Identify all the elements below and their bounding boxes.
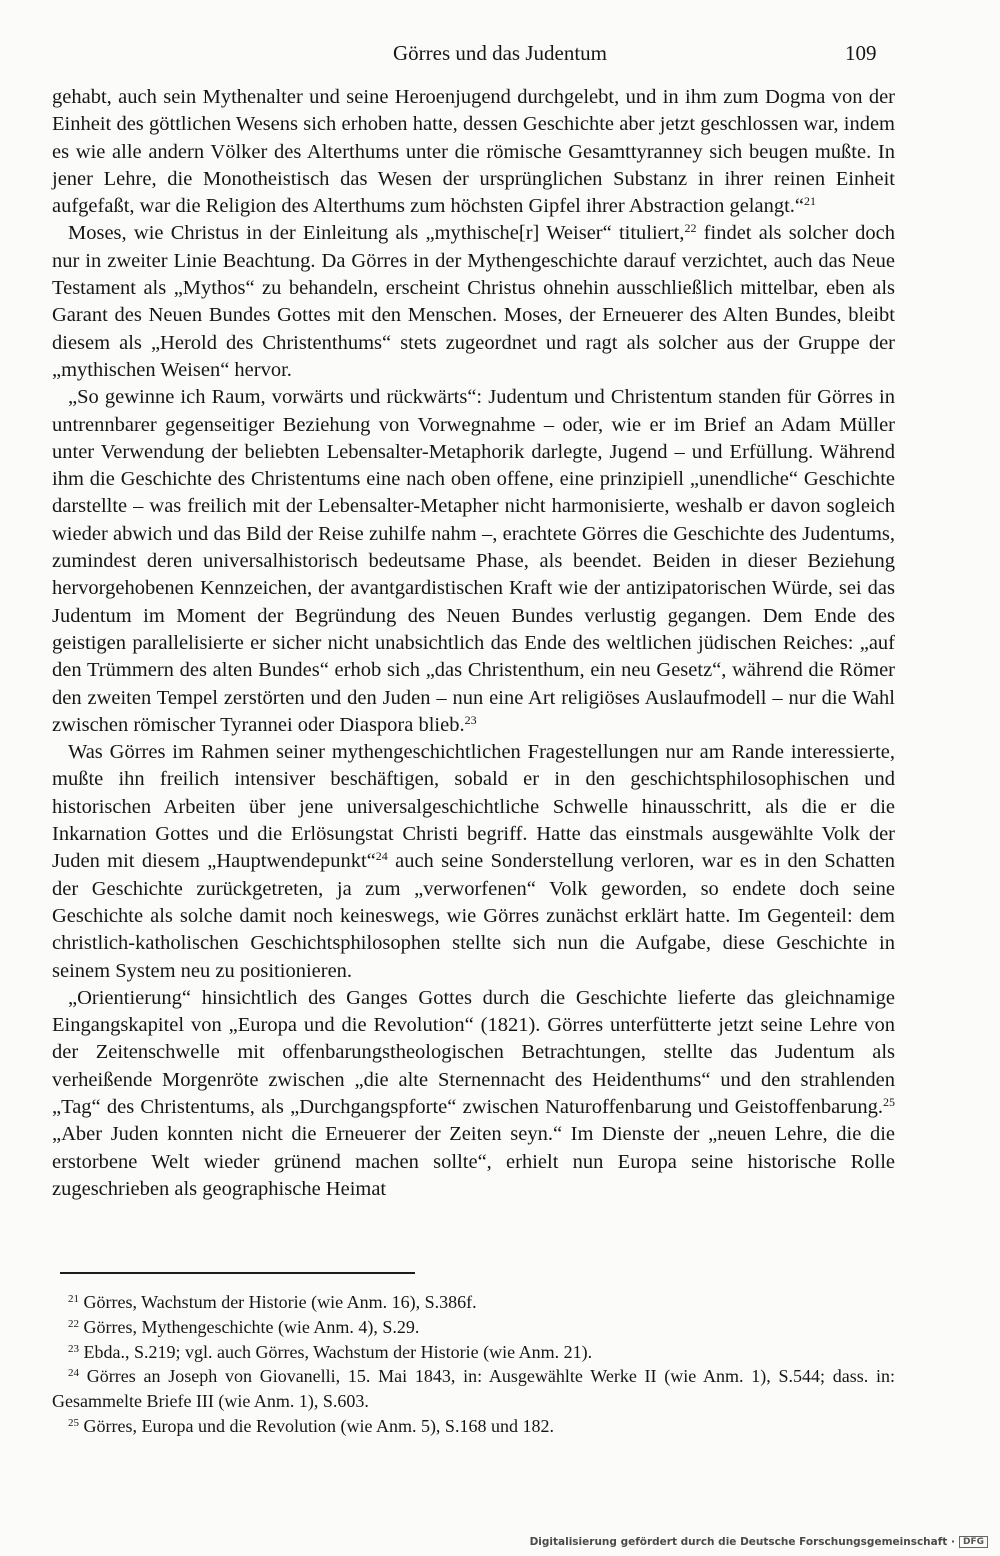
paragraph-3 bbox=[52, 384, 895, 739]
paragraph-text: gehabt, auch sein Mythenalter und seine Heroenjugend durchgelebt, und in ihm zum Dogma von der Einheit des göttlichen Wesens sich erhoben hatte, dessen Geschichte aber jetzt geschlossen war, indem es wie alle andern Völker des Alterthums unter die römische Gesamttyranney sich beugen mußte. In jener Lehre, die Monotheistisch das Wesen der ursprünglichen Substanz in ihrer reinen Einheit aufgefaßt, war die Religion des Alterthums zum höchsten Gipfel ihrer Abstraction gelangt.“ bbox=[52, 86, 895, 218]
paragraph-text: „Orientierung“ hinsichtlich des Ganges Gottes durch die Geschichte lieferte das gleichnamige Eingangskapitel von „Europa und die Revolution“ (1821). Görres unterfütterte jetzt seine Lehre von der Zeitenschwelle mit offenbarungstheologischen Betrachtungen, stellte das Judentum als verheißende Morgenröte zwischen „die alte Sternennacht des Heidenthums“ und den strahlenden „Tag“ des Christentums, als „Durchgangspforte“ zwischen Naturoffenbarung und Geistoffenbarung. bbox=[52, 986, 895, 1118]
footnote-23 bbox=[52, 1340, 895, 1365]
footnote-number: 24 bbox=[68, 1367, 79, 1380]
paragraph-text: „Aber Juden konnten nicht die Erneuerer der Zeiten seyn.“ Im Dienste der „neuen Lehre, die die erstorbene Welt wieder grünend machen sollte“, erhielt nun Europa seine historische Rolle zugeschrieben als geographische Heimat bbox=[52, 1123, 895, 1200]
body-text bbox=[52, 84, 895, 1203]
paragraph-4 bbox=[52, 739, 895, 985]
footnote-divider bbox=[60, 1272, 415, 1274]
footnote-22 bbox=[52, 1315, 895, 1340]
footnote-number: 21 bbox=[68, 1293, 79, 1305]
footnote-24 bbox=[52, 1364, 895, 1414]
footnote-text: Ebda., S.219; vgl. auch Görres, Wachstum der Historie (wie Anm. 21). bbox=[79, 1341, 593, 1362]
footnote-text: Görres, Mythengeschichte (wie Anm. 4), S.29. bbox=[79, 1316, 420, 1337]
paragraph-1 bbox=[52, 84, 895, 220]
footnote-number: 25 bbox=[68, 1416, 79, 1429]
footnotes bbox=[52, 1290, 895, 1439]
footnote-21 bbox=[52, 1290, 895, 1315]
footnote-ref-21: 21 bbox=[804, 194, 817, 209]
footnote-text: Görres, Europa und die Revolution (wie Anm. 5), S.168 und 182. bbox=[79, 1415, 554, 1436]
paragraph-text: findet als solcher doch nur in zweiter Linie Beachtung. Da Görres in der Mythengeschichte darauf verzichtet, auch das Neue Testament als „Mythos“ zu behandeln, erscheint Christus ohnehin ausschließlich mittelbar, eben als Garant des Neuen Bundes Gottes mit den Menschen. Moses, der Erneuerer des Alten Bundes, bleibt diesem als „Herold des Christenthums“ stets zugeordnet und ragt als solcher aus der Gruppe der „mythischen Weisen“ hervor. bbox=[52, 222, 895, 381]
footnote-ref-22: 22 bbox=[684, 221, 697, 236]
paragraph-text: „So gewinne ich Raum, vorwärts und rückwärts“: Judentum und Christentum standen für Görres in untrennbarer gegenseitiger Beziehung von Vorwegnahme – oder, wie er im Brief an Adam Müller unter Verwendung der beliebten Lebensalter-Metaphorik darlegte, Jugend – und Erfüllung. Während ihm die Geschichte des Christentums eine nach oben offene, eine prinzipiell „unendliche“ Geschichte darstellte – was freilich mit der Lebensalter-Metapher nicht harmonisierte, weshalb er davon sogleich wieder abwich und das Bild der Reise zuhilfe nahm –, erachtete Görres die Geschichte des Judentums, zumindest deren universalhistorisch bedeutsame Phase, als beendet. Beiden in dieser Beziehung hervorgehobenen Kennzeichen, der avantgardistischen Kraft wie der antizipatorischen Würde, sei das Judentum im Moment der Begründung des Neuen Bundes verlustig gegangen. Dem Ende des geistigen parallelisierte er sicher nicht unabsichtlich das Ende des weltlichen jüdischen Reiches: „auf den Trümmern des alten Bundes“ erhob sich „das Christenthum, ein neu Gesetz“, während die Römer den zweiten Tempel zerstörten und den Juden – nun eine Art religiöses Auslaufmodell – nur die Wahl zwischen römischer Tyrannei oder Diaspora blieb. bbox=[52, 386, 895, 736]
footnote-number: 22 bbox=[68, 1317, 79, 1330]
footnote-text: Görres, Wachstum der Historie (wie Anm. 16), S.386f. bbox=[79, 1292, 477, 1312]
digitization-credit bbox=[530, 1536, 988, 1548]
page-number: 109 bbox=[845, 41, 877, 65]
paragraph-text: Was Görres im Rahmen seiner mythengeschichtlichen Fragestellungen nur am Rande interessierte, mußte ihn freilich intensiver beschäftigen, sobald er in den geschichtsphilosophischen und historischen Arbeiten über jene universalgeschichtliche Schwelle hinausschritt, als die er die Inkarnation Gottes und die Erlösungstat Christi begriff. Hatte das einstmals ausgewählte Volk der Juden mit diesem „Hauptwendepunkt“ bbox=[52, 741, 895, 873]
footnote-ref-24: 24 bbox=[375, 849, 388, 864]
paragraph-2 bbox=[52, 220, 895, 384]
footnote-text: Görres an Joseph von Giovanelli, 15. Mai 1843, in: Ausgewählte Werke II (wie Anm. 1), S.544; dass. in: Gesammelte Briefe III (wie Anm. 1), S.603. bbox=[52, 1366, 895, 1412]
credit-text: Digitalisierung gefördert durch die Deutsche Forschungsgemeinschaft · bbox=[529, 1536, 955, 1548]
footnote-number: 23 bbox=[68, 1342, 79, 1355]
footnote-25 bbox=[52, 1414, 895, 1439]
paragraph-text: auch seine Sonderstellung verloren, war es in den Schatten der Geschichte zurückgetreten, ja zum „verworfenen“ Volk geworden, so endete doch seine Geschichte als solche damit noch keineswegs, wie Görres zunächst erklärt hatte. Im Gegenteil: dem christlich-katholischen Geschichtsphilosophen stellte sich nun die Aufgabe, diese Geschichte in seinem System neu zu positionieren. bbox=[52, 850, 895, 982]
footnote-ref-23: 23 bbox=[464, 712, 477, 727]
paragraph-text: Moses, wie Christus in der Einleitung als „mythische[r] Weiser“ tituliert, bbox=[68, 222, 685, 245]
dfg-logo: DFG bbox=[959, 1536, 988, 1548]
paragraph-5 bbox=[52, 985, 895, 1203]
footnote-ref-25: 25 bbox=[883, 1094, 895, 1109]
running-header: Görres und das Judentum bbox=[392, 41, 608, 65]
